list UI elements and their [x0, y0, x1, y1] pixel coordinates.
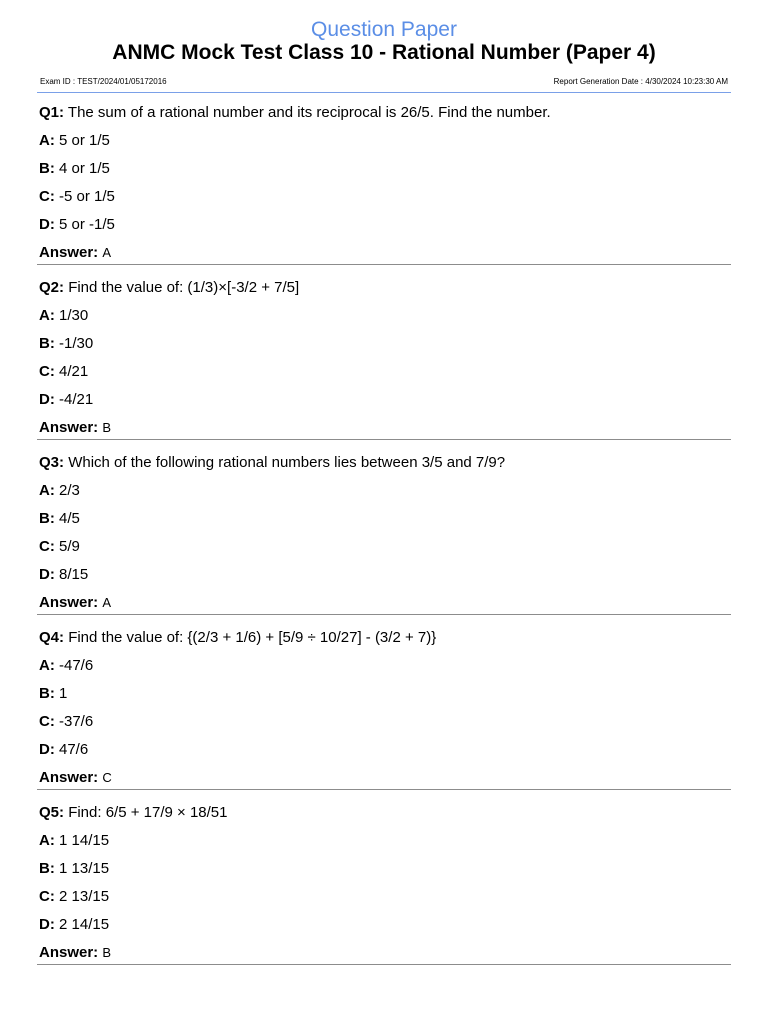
question-number: Q1:	[39, 104, 65, 121]
option-label: D:	[39, 916, 55, 933]
option-label: A:	[39, 482, 55, 499]
answer-value: C	[102, 770, 112, 785]
answer-label: Answer:	[39, 769, 99, 786]
answer	[39, 419, 111, 437]
answer	[39, 594, 111, 612]
option-d	[39, 566, 88, 584]
answer-value: A	[102, 245, 112, 260]
option-label: C:	[39, 188, 55, 205]
question-number: Q4:	[39, 629, 65, 646]
question-text	[39, 104, 551, 122]
question-number: Q3:	[39, 454, 65, 471]
option-text: 1/30	[59, 307, 89, 324]
option-text: 1	[59, 685, 68, 702]
option-label: B:	[39, 335, 55, 352]
option-text: 47/6	[59, 741, 89, 758]
option-text: 4/21	[59, 363, 89, 380]
question-prompt: Find the value of: {(2/3 + 1/6) + [5/9 ÷ 10/27] - (3/2 + 7)}	[68, 629, 437, 646]
question-3	[37, 440, 731, 615]
answer-label: Answer:	[39, 594, 99, 611]
option-label: B:	[39, 160, 55, 177]
question-4	[37, 615, 731, 790]
question-prompt: The sum of a rational number and its reciprocal is 26/5. Find the number.	[67, 104, 551, 121]
option-d	[39, 741, 88, 759]
option-text: 4/5	[59, 510, 80, 527]
option-label: B:	[39, 685, 55, 702]
option-text: -47/6	[59, 657, 94, 674]
option-text: -1/30	[59, 335, 94, 352]
option-text: 2 14/15	[59, 916, 110, 933]
option-a	[39, 132, 110, 150]
option-label: C:	[39, 713, 55, 730]
option-b	[39, 860, 109, 878]
question-5	[37, 790, 731, 965]
option-c	[39, 538, 80, 556]
question-text	[39, 629, 436, 647]
exam-id	[40, 77, 167, 87]
answer-label: Answer:	[39, 944, 99, 961]
option-text: 1 14/15	[59, 832, 110, 849]
option-label: A:	[39, 307, 55, 324]
option-a	[39, 832, 109, 850]
question-prompt: Which of the following rational numbers lies between 3/5 and 7/9?	[68, 454, 506, 471]
option-text: -37/6	[59, 713, 94, 730]
option-text: 8/15	[59, 566, 89, 583]
answer	[39, 944, 111, 962]
question-1	[37, 90, 731, 265]
option-b	[39, 510, 80, 528]
option-d	[39, 216, 115, 234]
answer-value: B	[102, 945, 112, 960]
option-label: C:	[39, 538, 55, 555]
report-date-label: Report Generation Date :	[553, 77, 644, 86]
document-title: ANMC Mock Test Class 10 - Rational Number (Paper 4)	[112, 41, 656, 64]
answer	[39, 244, 111, 262]
option-text: 2/3	[59, 482, 80, 499]
report-generation-date	[554, 77, 728, 87]
option-a	[39, 482, 80, 500]
option-label: D:	[39, 741, 55, 758]
option-label: D:	[39, 566, 55, 583]
question-number: Q2:	[39, 279, 65, 296]
answer-value: A	[102, 595, 112, 610]
report-date-value: 4/30/2024 10:23:30 AM	[645, 77, 728, 86]
option-c	[39, 888, 109, 906]
answer	[39, 769, 112, 787]
question-number: Q5:	[39, 804, 65, 821]
answer-label: Answer:	[39, 419, 99, 436]
option-label: C:	[39, 363, 55, 380]
option-d	[39, 391, 93, 409]
question-prompt: Find: 6/5 + 17/9 × 18/51	[68, 804, 228, 821]
question-2	[37, 265, 731, 440]
exam-id-label: Exam ID :	[40, 77, 76, 86]
option-label: A:	[39, 132, 55, 149]
question-prompt: Find the value of: (1/3)×[-3/2 + 7/5]	[68, 279, 300, 296]
option-label: B:	[39, 510, 55, 527]
option-c	[39, 188, 115, 206]
option-text: -5 or 1/5	[59, 188, 115, 205]
option-text: 5 or 1/5	[59, 132, 110, 149]
answer-label: Answer:	[39, 244, 99, 261]
question-text	[39, 804, 227, 822]
answer-value: B	[102, 420, 112, 435]
option-label: A:	[39, 657, 55, 674]
option-a	[39, 307, 88, 325]
option-label: A:	[39, 832, 55, 849]
option-label: D:	[39, 391, 55, 408]
option-b	[39, 335, 93, 353]
option-b	[39, 685, 67, 703]
option-label: C:	[39, 888, 55, 905]
option-a	[39, 657, 93, 675]
question-text	[39, 279, 299, 297]
option-label: B:	[39, 860, 55, 877]
option-d	[39, 916, 109, 934]
option-c	[39, 713, 93, 731]
option-text: 5/9	[59, 538, 80, 555]
option-text: 1 13/15	[59, 860, 110, 877]
option-text: 4 or 1/5	[59, 160, 110, 177]
option-b	[39, 160, 110, 178]
question-text	[39, 454, 505, 472]
document-type-heading: Question Paper	[311, 18, 457, 41]
exam-id-value: TEST/2024/01/05172016	[77, 77, 167, 86]
option-text: 5 or -1/5	[59, 216, 115, 233]
option-text: 2 13/15	[59, 888, 110, 905]
option-text: -4/21	[59, 391, 94, 408]
option-label: D:	[39, 216, 55, 233]
option-c	[39, 363, 88, 381]
